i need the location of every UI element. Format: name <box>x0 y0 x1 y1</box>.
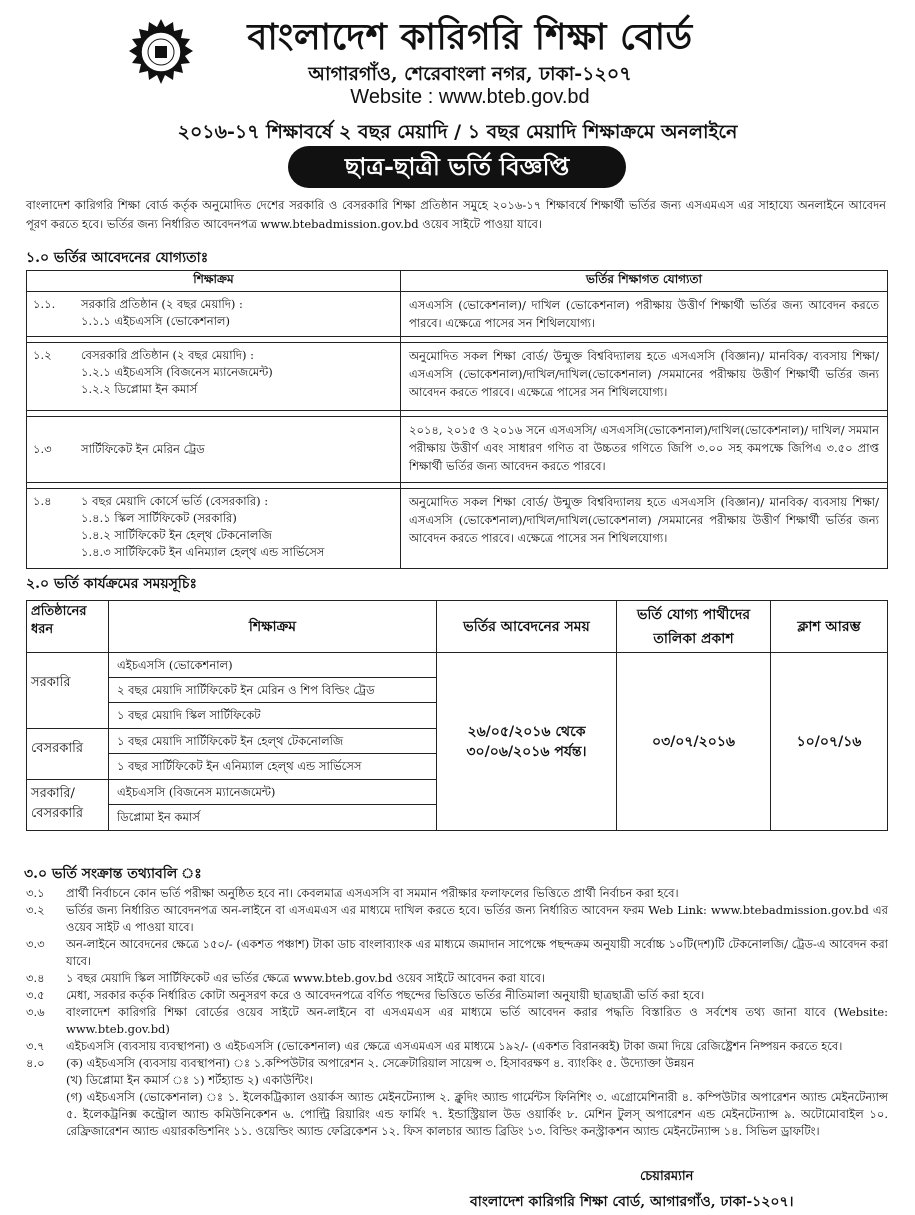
board-address: আগারগাঁও, শেরেবাংলা নগর, ঢাকা-১২০৭ <box>308 63 632 85</box>
item-text: এইচএসসি (ব্যবসায় ব্যবস্থাপনা) ও এইচএসসি (ভোকেশনাল) এর ক্ষেত্রে এসএমএস এর মাধ্যমে ১৯২/- (একশত বিরানব্বই) টাকা জমা দিয়ে রেজিষ্ট্রেশন নিষ্পয়ন করতে হবে। <box>66 1039 843 1053</box>
apply-time-end: ৩০/০৬/২০১৬ পর্যন্ত। <box>466 743 587 760</box>
session-heading: ২০১৬-১৭ শিক্ষাবর্ষে ২ বছর মেয়াদি / ১ বছর মেয়াদি শিক্ষাক্রমে অনলাইনে <box>177 121 738 143</box>
info-section <box>26 866 888 1140</box>
item-text: (খ) ডিপ্লোমা ইন কমার্স ঃ ১) শর্টহ্যান্ড ২) একাউন্টিং। <box>66 1073 314 1087</box>
row-qualification: অনুমোদিত সকল শিক্ষা বোর্ড/ উন্মুক্ত বিশ্ববিদ্যালয় হতে এসএসসি (বিজ্ঞান)/ মানবিক/ ব্যবসায় শিক্ষা/ এসএসসি (ভোকেশনাল)/দাখিল/দাখিল(ভোকেশনাল) /সমমানের পরীক্ষায় উত্তীর্ণ শিক্ষার্থী ভর্তির জন্য আবেদন করতে পারবে। এক্ষেত্রে পাসের সন শিথিলযোগ্য। <box>401 489 888 569</box>
col-class-header: ক্লাশ আরম্ভ <box>771 601 888 653</box>
row-number: ১.৪ <box>33 494 52 508</box>
list-publish-date: ০৩/০৭/২০১৬ <box>617 653 771 831</box>
list-item <box>26 936 888 970</box>
institution-type: সরকারি/ বেসরকারি <box>27 780 109 831</box>
row-qualification: এসএসসি (ভোকেশনাল)/ দাখিল (ভোকেশনাল) পরীক্ষায় উত্তীর্ণ শিক্ষার্থী ভর্তির জন্য আবেদন করতে পারবে। এক্ষেত্রে পাসের সন শিথিলযোগ্য। <box>401 292 888 337</box>
board-website[interactable]: Website : www.bteb.gov.bd <box>350 86 590 108</box>
row-qualification: ২০১৪, ২০১৫ ও ২০১৬ সনে এসএসসি/ এসএসসি(ভোকেশনাল)/দাখিল(ভোকেশনাল)/ দাখিল/ সমমান পরীক্ষায় উত্তীর্ণ এবং সাধারণ গণিত বা উচ্চতর গণিতে জিপি ৩.০০ সহ কমপক্ষে জিপিএ ৩.৫০ প্রাপ্ত শিক্ষার্থী ভর্তির জন্য আবেদন করতে পারবে। <box>401 417 888 483</box>
row-number: ১.২ <box>33 348 52 362</box>
table-row <box>27 343 888 411</box>
notice-title: ছাত্র-ছাত্রী ভর্তি বিজ্ঞপ্তি <box>288 146 626 188</box>
section1-heading: ১.০ ভর্তির আবেদনের যোগ্যতাঃ <box>26 250 209 266</box>
row-sub-item: ১.২.১ এইচএসসি (বিজনেস ম্যানেজমেন্ট) <box>81 365 273 379</box>
col-institution-header: প্রতিষ্ঠানের ধরন <box>27 601 109 653</box>
program-item: এইচএসসি (ভোকেশনাল) <box>109 653 436 678</box>
signature-title: চেয়ারম্যান <box>640 1169 694 1184</box>
table-row <box>27 653 888 729</box>
eligibility-table <box>26 270 888 569</box>
item-number: ৩.৪ <box>26 971 45 985</box>
program-item: ১ বছর মেয়াদি সার্টিফিকেট ইন হেল্থ টেকনোলজি <box>109 729 436 754</box>
item-number: ৪.০ <box>26 1056 45 1070</box>
row-title: সরকারি প্রতিষ্ঠান (২ বছর মেয়াদি) : <box>81 297 243 311</box>
row-sub-item: ১.৪.১ স্কিল সার্টিফিকেট (সরকারি) <box>81 511 237 525</box>
program-item: ১ বছর মেয়াদি স্কিল সার্টিফিকেট <box>117 708 261 722</box>
row-title: বেসরকারি প্রতিষ্ঠান (২ বছর মেয়াদি) : <box>81 348 254 362</box>
item-text: ভর্তির জন্য নির্ধারিত আবেদনপত্র অন-লাইনে বা এসএমএস এর মাধ্যমে দাখিল করতে হবে। ভর্তির জন্য নির্ধারিত আবেদন ফরম Web Link: www.btebadmission.gov.bd এর ওয়েব সাইট এ পাওয়া যাবে। <box>66 903 888 934</box>
table-row <box>27 292 888 337</box>
list-item <box>26 987 888 1004</box>
institution-type: সরকারি <box>27 653 109 729</box>
item-text: বাংলাদেশ কারিগরি শিক্ষা বোর্ডের ওয়েব সাইটে অন-লাইনে বা এসএমএস এর মাধ্যমে ভর্তি আবেদন করার পদ্ধতি বিস্তারিত ও সর্বশেষ তথ্য জানা যাবে (Website: www.bteb.gov.bd) <box>66 1005 888 1036</box>
apply-time-start: ২৬/০৫/২০১৬ থেকে <box>467 723 586 740</box>
list-item <box>26 1055 888 1140</box>
item-text: (ক) এইচএসসি (ব্যবসায় ব্যবস্থাপনা) ঃ ১.কম্পিউটার অপারেশন ২. সেক্রেটারিয়াল সায়েন্স ৩. হিসাবরক্ষণ ৪. ব্যাংকিং ৫. উদ্যোক্তা উন্নয়ন <box>66 1056 695 1070</box>
col-qualification-header: ভর্তির শিক্ষাগত যোগ্যতা <box>401 271 888 292</box>
col-list-header: ভর্তি যোগ্য পার্থীদের তালিকা প্রকাশ <box>617 601 771 653</box>
item-text: (গ) এইচএসসি (ভোকেশনাল) ঃ ১. ইলেকট্রিক্যাল ওয়ার্কস অ্যান্ড মেইনটেন্যান্স ২. ক্লুদিং অ্যান্ড গার্মেন্টস ফিনিশিং ৩. এগ্রোমেশিনারী ৪. কম্পিউটার অপারেশন অ্যান্ড মেইনটেন্যান্স ৫. ইলেকট্রনিক্স কন্ট্রোল অ্যান্ড কমিউনিকেশন ৬. পোল্ট্রি রিয়ারিং এন্ড ফার্মিং ৭. ইন্ডাস্ট্রিয়াল উড ওয়ার্কিং ৮. মেশিন টুলস্ অপারেশন এন্ড মেইনটেন্যান্স ৯. অটোমোবাইল ১০. রেফ্রিজারেশন অ্যান্ড এয়ারকন্ডিশনিং ১১. ওয়েল্ডিং অ্যান্ড ফেব্রিকেশন ১২. ফিস কালচার অ্যান্ড ব্রিডিং ১৩. বিল্ডিং কনস্ট্রাকশন অ্যান্ড মেইনটেন্যান্স ১৪. সিভিল ড্রাফটিং। <box>66 1090 888 1138</box>
col-program-header: শিক্ষাক্রম <box>27 271 401 292</box>
section3-heading: ৩.০ ভর্তি সংক্রান্ত তথ্যাবলি ঃ <box>24 866 202 882</box>
table-row <box>27 489 888 569</box>
class-start-date: ১০/০৭/১৬ <box>771 653 888 831</box>
program-item: এইচএসসি (বিজনেস ম্যানেজমেন্ট) <box>109 780 436 805</box>
item-text: মেধা, সরকার কর্তৃক নির্ধারিত কোটা অনুসরণ করে ও আবেদনপত্রে বর্ণিত পছন্দের ভিত্তিতে ভর্তির নীতিমালা অনুযায়ী ছাত্রছাত্রী ভর্তি করা হবে। <box>66 988 705 1002</box>
list-item <box>26 885 888 902</box>
item-text: অন-লাইনে আবেদনের ক্ষেত্রে ১৫০/- (একশত পঞ্চাশ) টাকা ডাচ বাংলাব্যাংক এর মাধ্যমে জমাদান সাপেক্ষে পছন্দক্রম অনুযায়ী সর্বোচ্চ ১০টি(দশ)টি টেকনোলজি/ ট্রেড-এ আবেদন করা যাবে। <box>66 937 888 968</box>
list-item <box>26 1004 888 1038</box>
program-item: ডিপ্লোমা ইন কমার্স <box>117 810 200 824</box>
item-number: ৩.৫ <box>26 988 45 1002</box>
item-text: ১ বছর মেয়াদি স্কিল সার্টিফিকেট এর ভর্তির ক্ষেত্রে www.bteb.gov.bd ওয়েব সাইটে আবেদন করা যাবে। <box>66 971 545 985</box>
item-number: ৩.৭ <box>26 1039 45 1053</box>
intro-paragraph: বাংলাদেশ কারিগরি শিক্ষা বোর্ড কর্তৃক অনুমোদিত দেশের সরকারি ও বেসরকারি শিক্ষা প্রতিষ্ঠান সমুহে ২০১৬-১৭ শিক্ষাবর্ষে শিক্ষার্থী ভর্তির জন্য এসএমএস এর সাহায্যে অনলাইনে আবেদন পূরণ করতে হবে। ভর্তির জন্য নির্ধারিত আবেদনপত্র www.btebadmission.gov.bd ওয়েব সাইটে পাওয়া যাবে। <box>26 198 886 231</box>
list-item <box>26 1038 888 1055</box>
schedule-table <box>26 600 888 831</box>
board-title: বাংলাদেশ কারিগরি শিক্ষা বোর্ড <box>247 16 693 58</box>
signature-org: বাংলাদেশ কারিগরি শিক্ষা বোর্ড, আগারগাঁও, ঢাকা-১২০৭। <box>470 1194 794 1210</box>
list-item <box>26 902 888 936</box>
item-number: ৩.৩ <box>26 937 45 951</box>
row-sub-item: ১.১.১ এইচএসসি (ভোকেশনাল) <box>81 314 230 328</box>
item-number: ৩.১ <box>26 886 45 900</box>
institution-type: বেসরকারি <box>27 729 109 780</box>
table-row <box>27 417 888 483</box>
item-number: ৩.৬ <box>26 1005 45 1019</box>
program-item: ১ বছর সার্টিফিকেট ইন এনিম্যাল হেল্থ এন্ড সার্ভিসেস <box>117 759 362 773</box>
col-apply-time-header: ভর্তির আবেদনের সময় <box>437 601 617 653</box>
government-seal-icon <box>126 18 196 88</box>
row-title: ১ বছর মেয়াদি কোর্সে ভর্তি (বেসরকারি) : <box>81 494 269 508</box>
row-sub-item: ১.৪.২ সার্টিফিকেট ইন হেল্থ টেকনোলজি <box>81 528 272 542</box>
row-title: সার্টিফিকেট ইন মেরিন ট্রেড <box>81 442 205 456</box>
item-text: প্রার্থী নির্বাচনে কোন ভর্তি পরীক্ষা অনুষ্ঠিত হবে না। কেবলমাত্র এসএসসি বা সমমান পরীক্ষার ফলাফলের ভিত্তিতে প্রার্থী নির্বাচন করা হবে। <box>66 886 679 900</box>
section2-heading: ২.০ ভর্তি কার্যক্রমের সময়সূচিঃ <box>26 576 197 592</box>
row-number: ১.১. <box>33 297 56 311</box>
program-item: ২ বছর মেয়াদি সার্টিফিকেট ইন মেরিন ও শিপ বিল্ডিং ট্রেড <box>109 678 436 703</box>
row-number: ১.৩ <box>33 442 52 456</box>
row-sub-item: ১.২.২ ডিপ্লোমা ইন কমার্স <box>81 382 198 396</box>
item-number: ৩.২ <box>26 903 45 917</box>
col-program-header: শিক্ষাক্রম <box>109 601 437 653</box>
row-sub-item: ১.৪.৩ সার্টিফিকেট ইন এনিম্যাল হেল্থ এন্ড সার্ভিসেস <box>81 545 325 559</box>
row-qualification: অনুমোদিত সকল শিক্ষা বোর্ড/ উন্মুক্ত বিশ্ববিদ্যালয় হতে এসএসসি (বিজ্ঞান)/ মানবিক/ ব্যবসায় শিক্ষা/ এসএসসি (ভোকেশনাল)/দাখিল/দাখিল(ভোকেশনাল) /সমমানের পরীক্ষায় উত্তীর্ণ শিক্ষার্থী ভর্তির জন্য আবেদন করতে পারবে। এক্ষেত্রে পাসের সন শিথিলযোগ্য। <box>401 343 888 411</box>
list-item <box>26 970 888 987</box>
